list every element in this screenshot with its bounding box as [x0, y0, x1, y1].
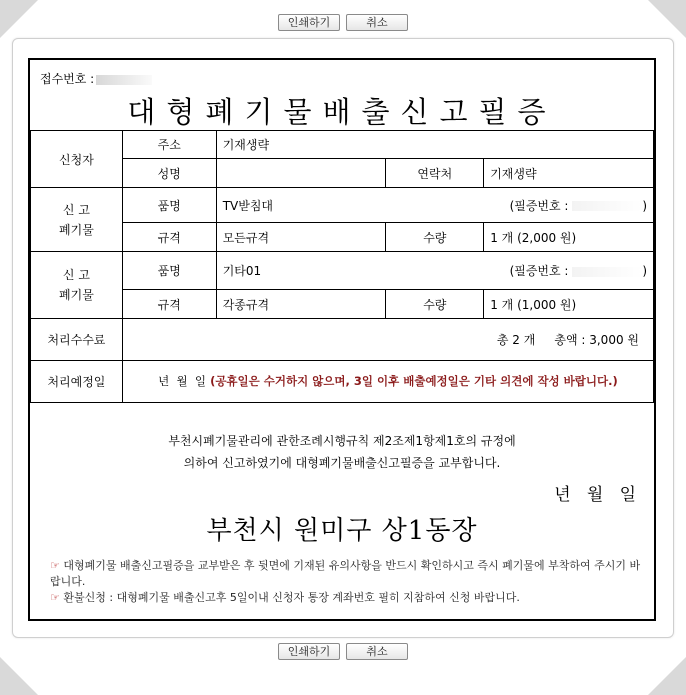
info-table: [30, 130, 654, 403]
top-button-bar: [0, 14, 686, 31]
print-button[interactable]: 인쇄하기: [278, 14, 340, 31]
item-name-label: 품명: [122, 188, 216, 223]
statement: [30, 430, 654, 474]
item-name-row: [216, 188, 653, 223]
item-name-value: TV받침대: [222, 198, 274, 213]
spec-label: 규격: [122, 223, 216, 252]
cert-number: (필증번호 : ): [509, 198, 647, 213]
bottom-button-bar: [0, 643, 686, 660]
schedule-value: [122, 361, 653, 403]
waste-header: 신 고 폐기물: [31, 188, 123, 252]
applicant-header: 신청자: [31, 131, 123, 188]
cancel-button[interactable]: 취소: [346, 14, 408, 31]
cert-number: (필증번호 : ): [509, 264, 647, 278]
spec-value: 모든규격: [216, 223, 386, 252]
name-label: 성명: [122, 159, 216, 188]
contact-label: 연락처: [386, 159, 484, 188]
contact-value: 기재생략: [484, 159, 654, 188]
item-name-value: 기타01: [222, 264, 262, 278]
item-name-label: 품명: [122, 252, 216, 290]
schedule-date: 년 월 일: [158, 374, 207, 388]
issuing-office: 부천시 원미구 상1동장: [206, 516, 478, 546]
corner-decoration: [648, 657, 686, 695]
pointer-icon: ☞: [50, 591, 60, 604]
receipt-number: [40, 70, 152, 87]
qty-label: 수량: [386, 223, 484, 252]
corner-decoration: [0, 657, 38, 695]
fee-value: 총 2 개 총액 : 3,000 원: [122, 319, 653, 361]
page-title: 대형폐기물배출신고필증: [127, 95, 557, 129]
name-value: [216, 159, 386, 188]
qty-label: 수량: [386, 290, 484, 319]
note-item: ☞ 환불신청 : 대형폐기물 배출신고후 5일이내 신청자 통장 계좌번호 필히 지참하여 신청 바랍니다.: [50, 591, 520, 604]
notes: [50, 558, 650, 606]
masked-value: [572, 201, 642, 211]
statement-line: 의하여 신고하였기에 대형폐기물배출신고필증을 교부합니다.: [183, 456, 501, 470]
certificate-form: [28, 58, 656, 621]
receipt-label: 접수번호 :: [40, 72, 95, 86]
spec-value: 각종규격: [216, 290, 386, 319]
pointer-icon: ☞: [50, 559, 60, 572]
qty-value: 1 개 (2,000 원): [484, 223, 654, 252]
masked-value: [572, 267, 642, 277]
issue-date: 년 월 일: [554, 485, 636, 505]
item-name-row: [216, 252, 653, 290]
statement-line: 부천시폐기물관리에 관한조례시행규칙 제2조제1항제1호의 규정에: [168, 434, 516, 448]
cancel-button[interactable]: 취소: [346, 643, 408, 660]
fee-label: 처리수수료: [31, 319, 123, 361]
schedule-note: 년 월 일 (공휴일은 수거하지 않으며, 3일 이후 배출예정일은 기타 의견에 작성 바랍니다.): [158, 374, 618, 388]
note-item: ☞ 대형폐기물 배출신고필증을 교부받은 후 뒷면에 기재된 유의사항을 반드시 확인하시고 즉시 폐기물에 부착하여 주시기 바랍니다.: [50, 559, 641, 588]
waste-header: 신 고 폐기물: [31, 252, 123, 319]
qty-value: 1 개 (1,000 원): [484, 290, 654, 319]
spec-label: 규격: [122, 290, 216, 319]
masked-value: [96, 75, 152, 85]
address-label: 주소: [122, 131, 216, 159]
address-value: 기재생략: [216, 131, 653, 159]
print-button[interactable]: 인쇄하기: [278, 643, 340, 660]
schedule-label: 처리예정일: [31, 361, 123, 403]
